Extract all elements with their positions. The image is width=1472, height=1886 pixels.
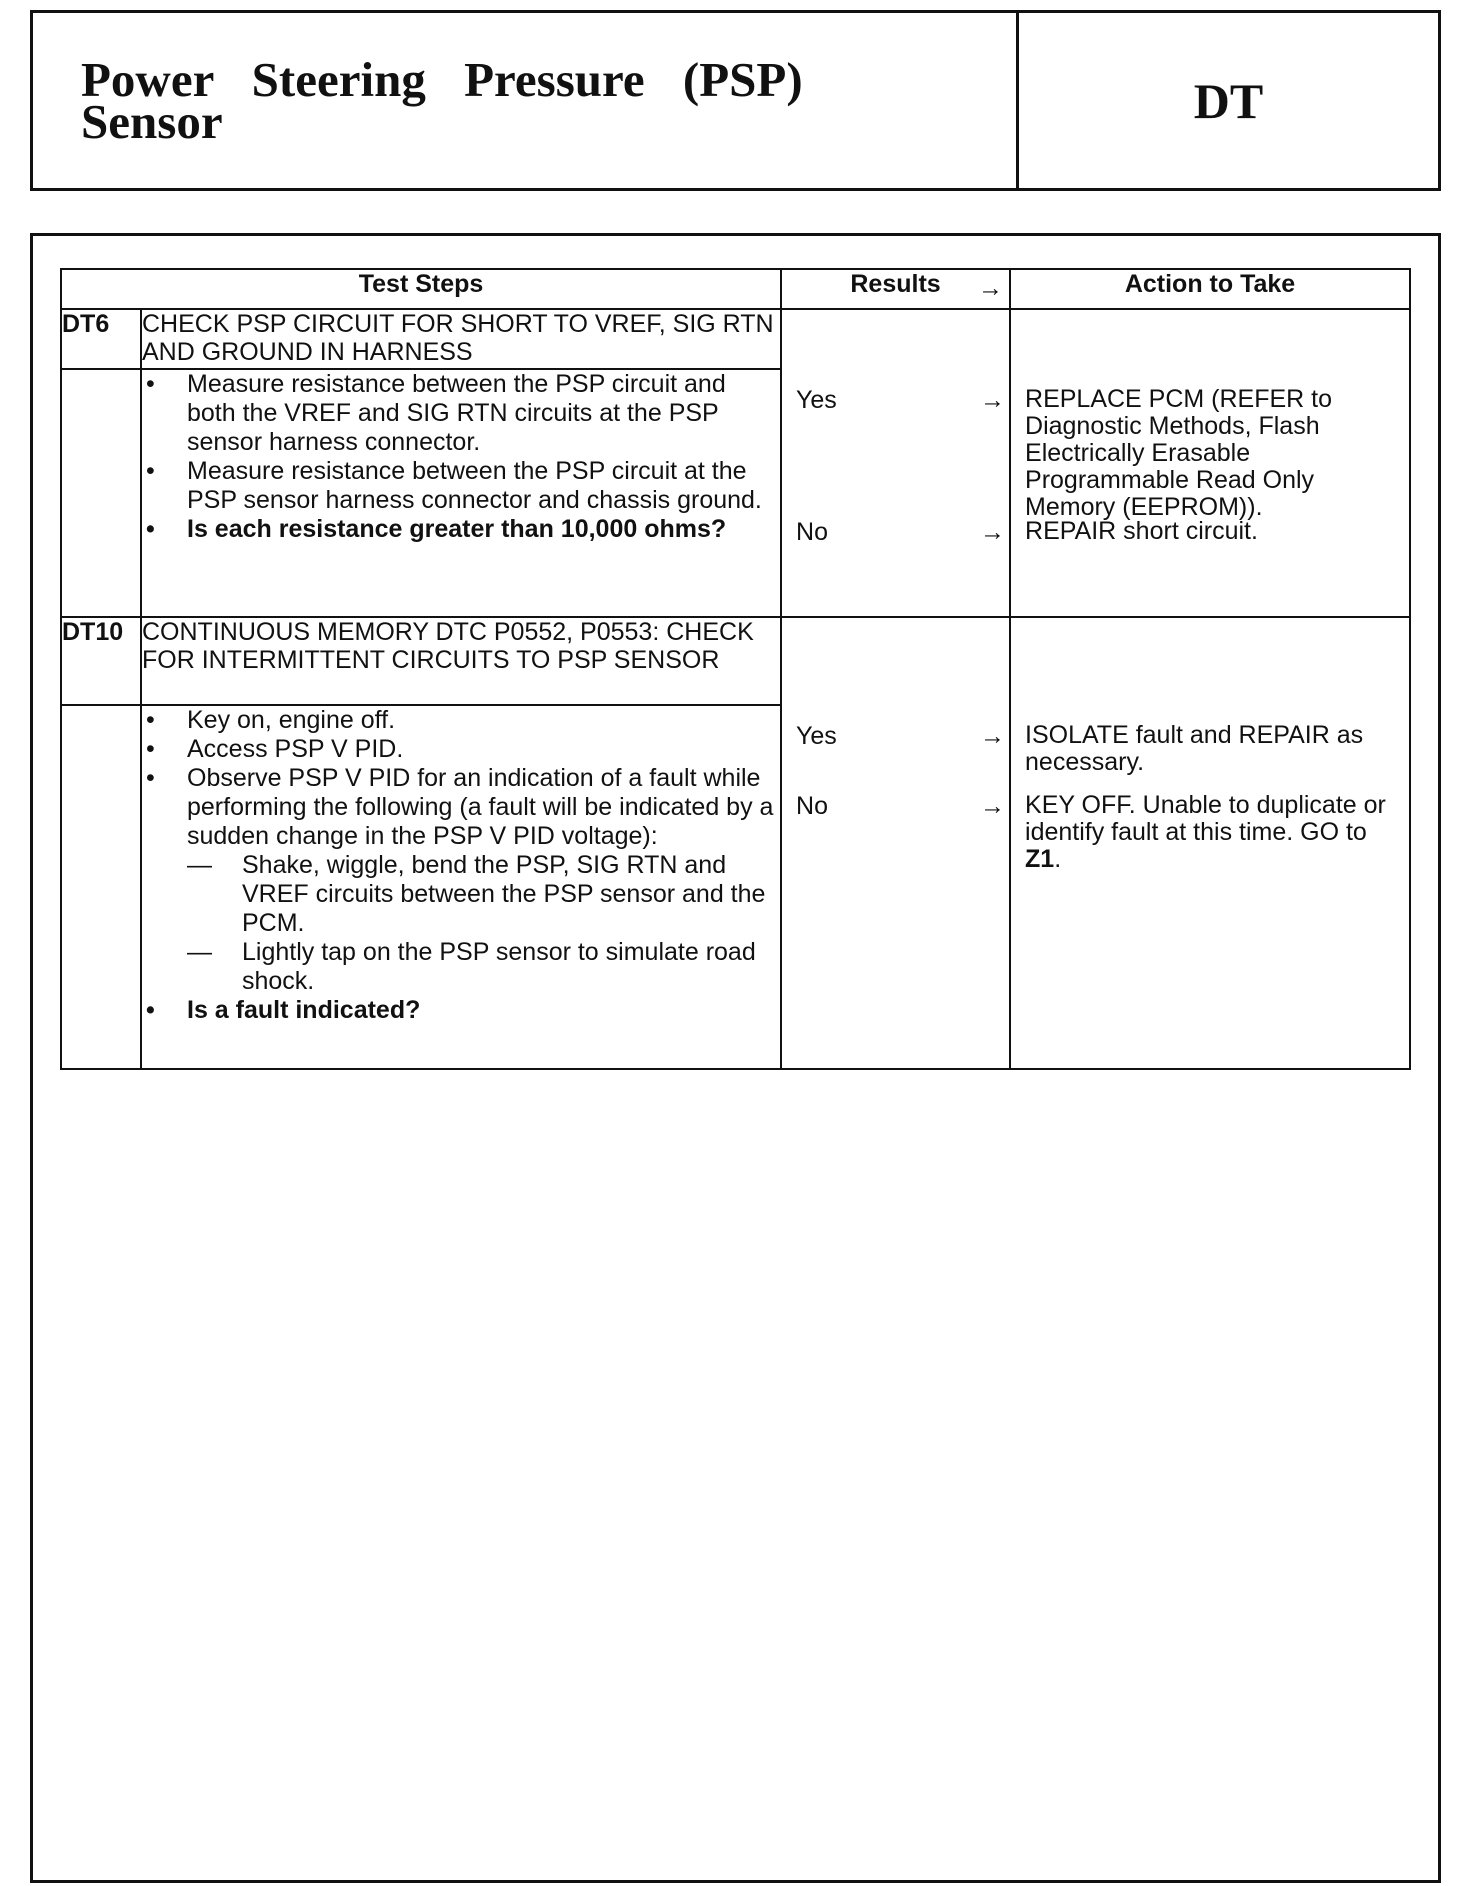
section-code: DT (1193, 72, 1264, 129)
arrow-right-icon: → (980, 792, 1006, 820)
step-question: • Is a fault indicated? (142, 996, 780, 1025)
arrow-right-icon: → (980, 722, 1006, 750)
arrow-right-icon: → (980, 386, 1006, 414)
sub-list-item: — Shake, wiggle, bend the PSP, SIG RTN and VREF circuits between the PSP sensor and the PCM. (187, 851, 780, 938)
step-id-dt10: DT10 (61, 617, 141, 705)
list-item-text: Observe PSP V PID for an indication of a fault while performing the following (a fault will be indicated by a sudden change in the PSP V PID voltage): (187, 764, 774, 850)
step-title-dt6: CHECK PSP CIRCUIT FOR SHORT TO VREF, SIG RTN AND GROUND IN HARNESS (141, 309, 781, 369)
list-item: • Measure resistance between the PSP circuit at the PSP sensor harness connector and chassis ground. (142, 457, 780, 515)
list-item (142, 764, 780, 996)
step-bullets (142, 706, 780, 1025)
header-results-label: Results (850, 270, 941, 298)
result-value: Yes (796, 386, 837, 414)
arrow-right-icon: → (978, 274, 1004, 302)
list-item: • Measure resistance between the PSP circuit and both the VREF and SIG RTN circuits at the PSP sensor harness connector. (142, 370, 780, 457)
arrow-right-icon: → (980, 518, 1006, 546)
step-bullets (142, 370, 780, 544)
header-test-steps: Test Steps (61, 269, 781, 309)
action-yes: REPLACE PCM (REFER to Diagnostic Methods, Flash Electrically Erasable Programmable Read Only Memory (EEPROM)). (1025, 385, 1333, 521)
step-body-dt6 (141, 369, 781, 617)
list-item: • Key on, engine off. (142, 706, 780, 735)
step-title-dt10: CONTINUOUS MEMORY DTC P0552, P0553: CHECK FOR INTERMITTENT CIRCUITS TO PSP SENSOR (141, 617, 781, 705)
action-no: REPAIR short circuit. (1025, 517, 1258, 545)
result-value: No (796, 792, 828, 820)
actions-dt6 (1010, 309, 1410, 617)
action-yes: ISOLATE fault and REPAIR as necessary. (1025, 721, 1364, 776)
result-value: No (796, 518, 828, 546)
title-line-1: Power Steering Pressure (PSP) (81, 52, 803, 107)
step-question: • Is each resistance greater than 10,000 ohms? (142, 515, 780, 544)
test-steps-table (60, 268, 1411, 1070)
action-no (1025, 792, 1399, 873)
step-id-dt6: DT6 (61, 309, 141, 369)
page-title (33, 13, 1019, 188)
action-suffix: . (1054, 845, 1062, 873)
goto-link-z1[interactable]: Z1 (1025, 845, 1055, 873)
blank-cell (61, 705, 141, 1069)
action-text: KEY OFF. Unable to duplicate or identify fault at this time. GO to (1025, 791, 1386, 846)
page-header (30, 10, 1441, 191)
results-dt6 (781, 309, 1010, 617)
step-body-dt10 (141, 705, 781, 1069)
table-row (61, 309, 1410, 369)
header-results (781, 269, 1010, 309)
result-value: Yes (796, 722, 837, 750)
results-dt10 (781, 617, 1010, 1069)
sub-list (187, 851, 780, 996)
list-item: • Access PSP V PID. (142, 735, 780, 764)
header-action: Action to Take (1010, 269, 1410, 309)
table-row (61, 617, 1410, 705)
actions-dt10 (1010, 617, 1410, 1069)
title-line-2: Sensor (81, 94, 223, 149)
sub-list-item: — Lightly tap on the PSP sensor to simulate road shock. (187, 938, 780, 996)
blank-cell (61, 369, 141, 617)
table-header-row (61, 269, 1410, 309)
